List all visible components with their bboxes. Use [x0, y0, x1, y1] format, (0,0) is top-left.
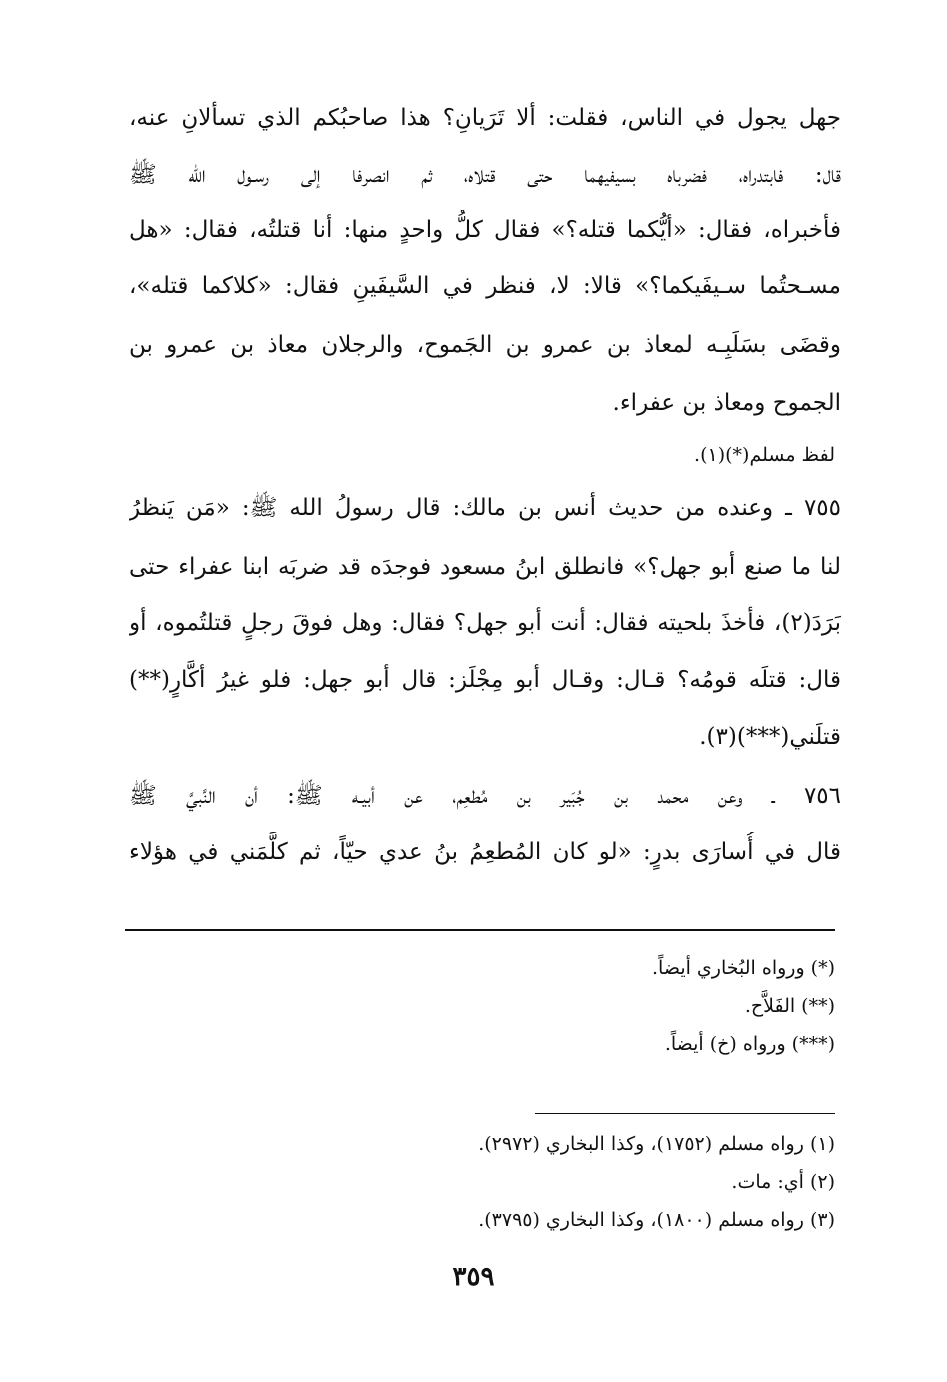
attribution-line: لفظ مسلم(*)(١).	[694, 444, 835, 466]
body-line: قال: قتلَه قومُه؟ قـال: وقـال أبو مِجْلَز: قال أبو جهل: فلو غيرُ أكَّارٍ(**)	[129, 667, 841, 693]
footnote: (١) رواه مسلم (١٧٥٢)، وكذا البخاري (٢٩٧٢).	[478, 1133, 835, 1155]
star-note: (***) ورواه (خ) أيضاً.	[664, 1033, 835, 1055]
body-line: فأخبراه، فقال: «أيُّكما قتله؟» فقال كلُّ واحدٍ منها: أنا قتلتُه، فقال: «هل	[129, 217, 841, 243]
body-line: جهل يجول في الناس، فقلت: ألا تَرَيانِ؟ هذا صاحبُكم الذي تسألانِ عنه،	[129, 105, 841, 131]
body-line: قتلَني(***)(٣).	[699, 724, 841, 750]
hadith-756-line: ٧٥٦ ـ وعن محمد بن جُبَير بن مُطعِم، عن أبيـه ﷺ: أن النَّبيَّ ﷺ	[129, 783, 841, 809]
body-line: لنا ما صنع أبو جهل؟» فانطلق ابنُ مسعود فوجدَه قد ضربَه ابنا عفراء حتى	[129, 554, 841, 580]
body-line: قال في أُسارَى بدرٍ: «لو كان المُطعِمُ بنُ عدي حيّاً، ثم كلَّمَني في هؤلاء	[129, 839, 841, 865]
star-note: (*) ورواه البُخاري أيضاً.	[652, 957, 835, 979]
body-line: قال: فابتدراه، فضرباه بسيفيهما حتى قتلاه، ثم انصرفا إلى رسـول الله ﷺ	[129, 162, 841, 188]
footnote: (٣) رواه مسلم (١٨٠٠)، وكذا البخاري (٣٧٩٥).	[478, 1209, 835, 1231]
body-line: مسـحتُما سـيفَيكما؟» قالا: لا، فنظر في السَّيفَينِ فقال: «كلاكما قتله»،	[129, 273, 841, 299]
body-line: وقضَى بسَلَبِـه لمعاذ بن عمرو بن الجَموح، والرجلان معاذ بن عمرو بن	[129, 332, 841, 358]
body-line: بَرَدَ(٢)، فأخذَ بلحيته فقال: أنت أبو جهل؟ فقال: وهل فوقَ رجلٍ قتلتُموه، أو	[129, 610, 841, 636]
page-number: ٣٥٩	[452, 1262, 495, 1292]
star-note: (**) الفَلاَّح.	[744, 995, 835, 1017]
hadith-755-line: ٧٥٥ ـ وعنده من حديث أنس بن مالك: قال رسولُ الله ﷺ: «مَن يَنظرُ	[129, 495, 841, 521]
footnote-separator	[125, 929, 835, 931]
body-line: الجموح ومعاذ بن عفراء.	[612, 390, 841, 416]
footnote-separator-short	[535, 1113, 835, 1114]
footnote: (٢) أي: مات.	[731, 1171, 835, 1193]
